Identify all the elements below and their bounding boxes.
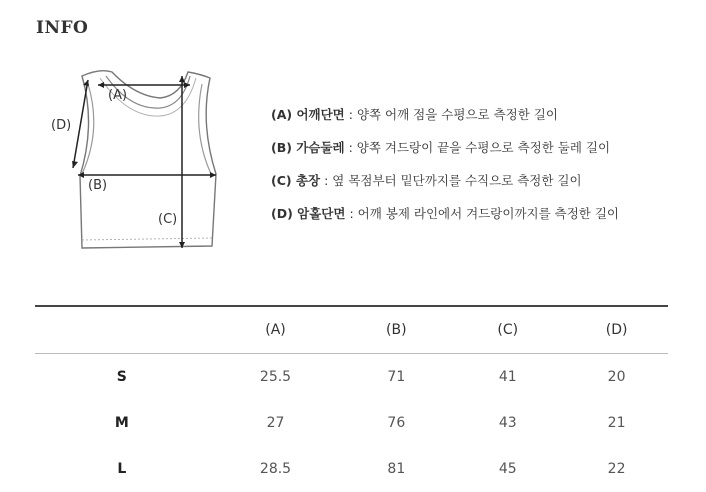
header-cell-size xyxy=(35,307,209,354)
garment-measurement-diagram xyxy=(40,64,240,264)
legend-description: 양쪽 어깨 점을 수평으로 측정한 길이 xyxy=(356,107,558,122)
crop-top-illustration xyxy=(40,64,240,264)
diagram-label-b: (B) xyxy=(88,178,108,193)
table-cell: 21 xyxy=(607,415,626,431)
legend-item-c xyxy=(271,170,701,203)
legend-item-b xyxy=(271,137,701,170)
legend-description: 옆 목점부터 밑단까지를 수직으로 측정한 길이 xyxy=(332,173,582,188)
table-row xyxy=(35,354,668,401)
diagram-label-c: (C) xyxy=(158,212,178,227)
legend-term: (A) 어깨단면 xyxy=(271,107,345,122)
measurement-legend xyxy=(271,104,701,236)
table-cell: 22 xyxy=(607,461,626,477)
table-row xyxy=(35,446,668,492)
table-cell: 76 xyxy=(387,415,406,431)
legend-description: 양쪽 겨드랑이 끝을 수평으로 측정한 둘레 길이 xyxy=(356,140,611,155)
legend-separator: : xyxy=(344,140,357,155)
header-cell-b: (B) xyxy=(342,307,450,354)
legend-item-d xyxy=(271,203,701,236)
hem-line xyxy=(82,238,212,240)
table-cell: 20 xyxy=(607,369,626,385)
header-cell-d: (D) xyxy=(565,307,668,354)
legend-term: (C) 총장 xyxy=(271,173,321,188)
legend-item-a xyxy=(271,104,701,137)
right-armhole-trim xyxy=(199,84,212,176)
diagram-label-a: (A) xyxy=(108,88,128,103)
page-title: INFO xyxy=(36,18,89,38)
size-label: L xyxy=(117,461,127,477)
size-chart-table xyxy=(35,305,668,492)
table-cell: 27 xyxy=(266,415,285,431)
diagram-label-d: (D) xyxy=(51,118,72,133)
table-cell: 28.5 xyxy=(259,461,292,477)
legend-description: 어깨 봉제 라인에서 겨드랑이까지를 측정한 길이 xyxy=(357,206,620,221)
header-cell-a: (A) xyxy=(209,307,343,354)
table-cell: 43 xyxy=(498,415,517,431)
legend-term: (B) 가슴둘레 xyxy=(271,140,345,155)
header-cell-c: (C) xyxy=(450,307,565,354)
table-header-row xyxy=(35,307,668,354)
size-label: S xyxy=(116,369,127,385)
size-label: M xyxy=(114,415,129,431)
table-cell: 81 xyxy=(387,461,406,477)
table-cell: 25.5 xyxy=(259,369,292,385)
table-cell: 71 xyxy=(387,369,406,385)
garment-outline xyxy=(80,71,216,248)
legend-separator: : xyxy=(345,206,358,221)
table-row xyxy=(35,400,668,446)
legend-term: (D) 암홀단면 xyxy=(271,206,346,221)
legend-separator: : xyxy=(344,107,357,122)
legend-separator: : xyxy=(320,173,333,188)
table-cell: 45 xyxy=(498,461,517,477)
table-cell: 41 xyxy=(498,369,517,385)
